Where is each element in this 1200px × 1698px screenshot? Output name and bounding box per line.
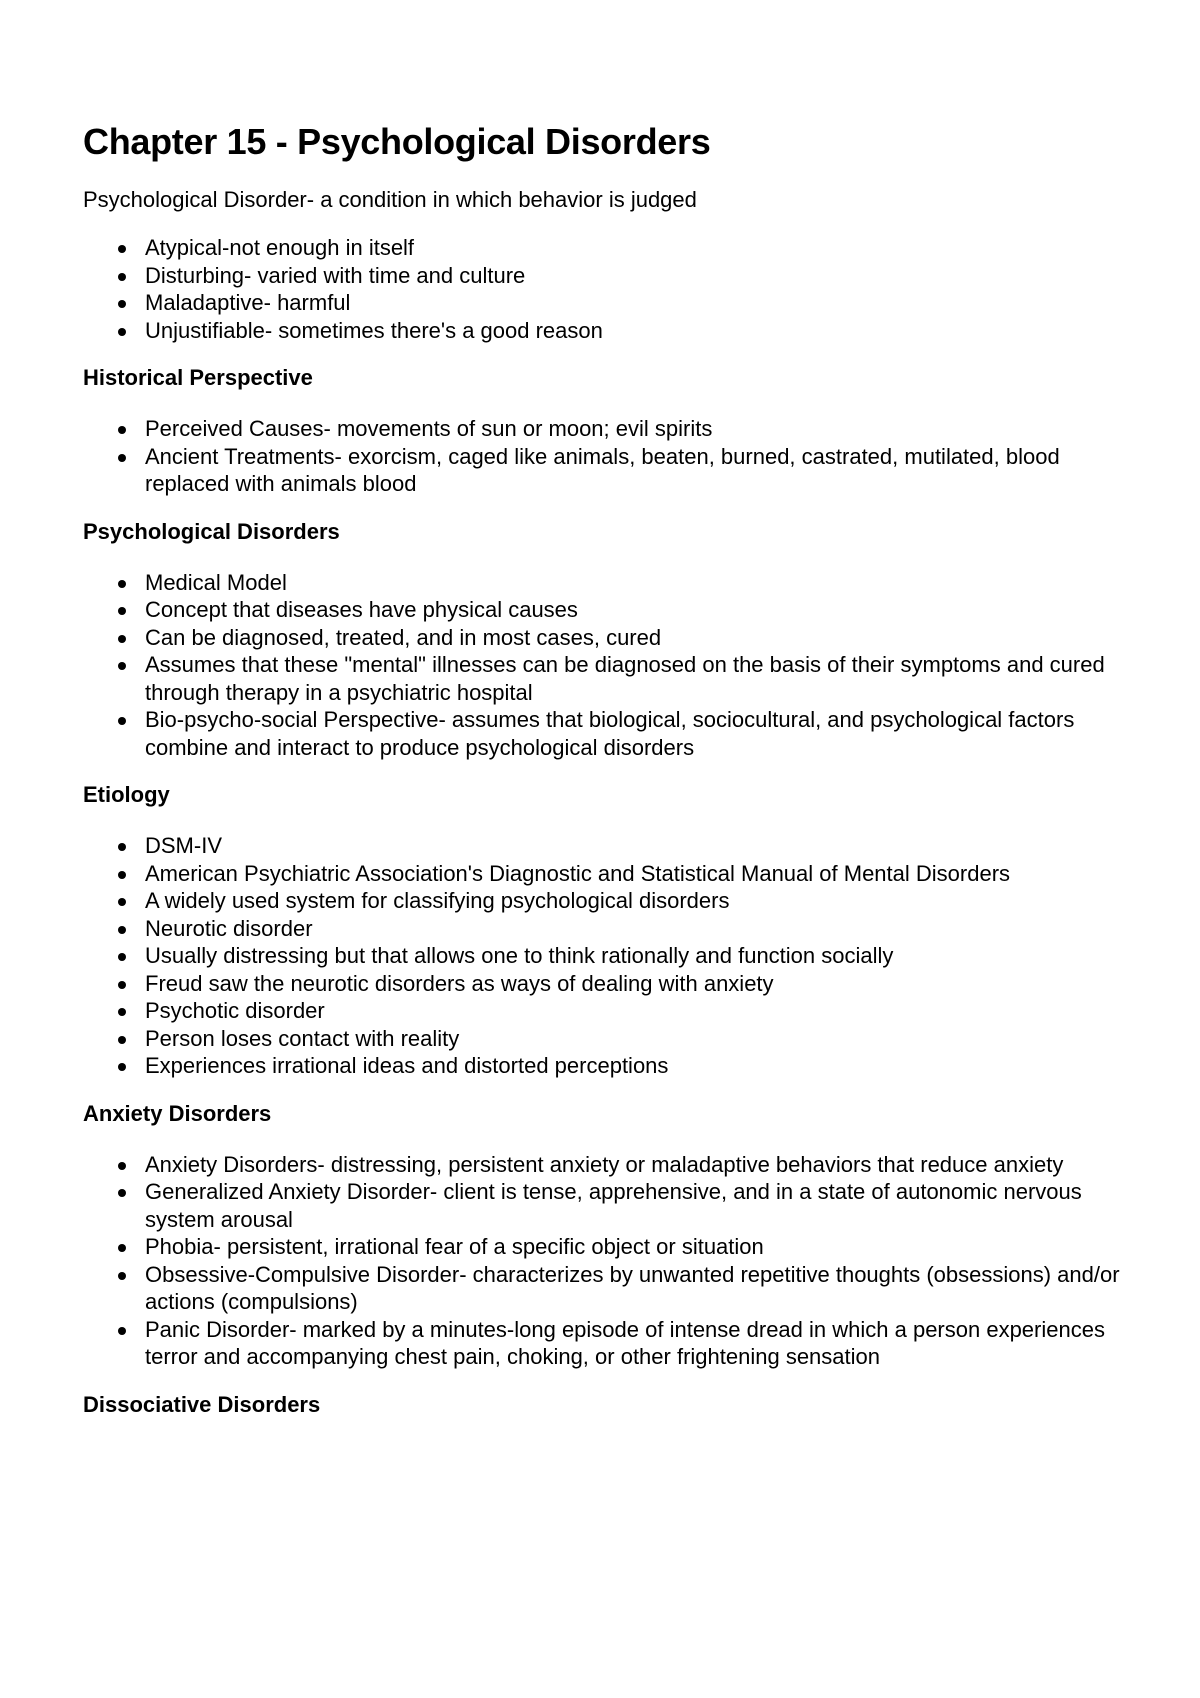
- list-item-text: Ancient Treatments- exorcism, caged like animals, beaten, burned, castrated, mutilated, blood replaced with animals blood: [145, 443, 1060, 496]
- list-item: [83, 860, 1123, 888]
- list-item: [83, 1233, 1123, 1261]
- list-item: [83, 262, 1123, 290]
- bullet-icon: [118, 607, 126, 615]
- list-item-text: Disturbing- varied with time and culture: [145, 262, 526, 288]
- bullet-icon: [118, 1327, 126, 1335]
- intro-text: Psychological Disorder- a condition in which behavior is judged: [83, 187, 697, 212]
- document-page: [83, 118, 1123, 1442]
- list-item: [83, 443, 1123, 498]
- bullet-icon: [118, 662, 126, 670]
- list-item: [83, 832, 1123, 860]
- list-item-text: Unjustifiable- sometimes there's a good reason: [145, 317, 603, 343]
- bullet-icon: [118, 1244, 126, 1252]
- list-item: [83, 651, 1123, 706]
- bullet-icon: [118, 328, 126, 336]
- list-item-text: Atypical-not enough in itself: [145, 235, 415, 260]
- bullet-icon: [118, 871, 126, 879]
- bullet-icon: [118, 1036, 126, 1044]
- list-item-text: Maladaptive- harmful: [145, 290, 351, 315]
- bullet-icon: [118, 1189, 126, 1197]
- list-item: [83, 1261, 1123, 1316]
- bullet-icon: [118, 981, 126, 989]
- bullet-icon: [118, 843, 126, 851]
- list-item-text: American Psychiatric Association's Diagnostic and Statistical Manual of Mental Disorders: [145, 860, 1011, 886]
- list-item-text: Concept that diseases have physical causes: [145, 597, 578, 622]
- section-heading: Psychological Disorders: [83, 518, 340, 544]
- list-item-text: Usually distressing but that allows one to think rationally and function socially: [145, 943, 894, 968]
- list-item: [83, 415, 1123, 443]
- bullet-icon: [118, 426, 126, 434]
- list-item: [83, 624, 1123, 652]
- bullet-icon: [118, 300, 126, 308]
- list-item-text: Psychotic disorder: [145, 998, 325, 1023]
- section-heading: Historical Perspective: [83, 365, 313, 390]
- bullet-icon: [118, 454, 126, 462]
- bullet-icon: [118, 580, 126, 588]
- list-item: [83, 289, 1123, 317]
- bullet-icon: [118, 953, 126, 961]
- page-title: Chapter 15 - Psychological Disorders: [83, 121, 711, 162]
- list-item: [83, 596, 1123, 624]
- list-item: [83, 1052, 1123, 1080]
- list-item: [83, 706, 1123, 761]
- list-item-text: Anxiety Disorders- distressing, persistent anxiety or maladaptive behaviors that reduce anxiety: [145, 1151, 1064, 1177]
- section-list: [83, 832, 1123, 1080]
- list-item-text: Can be diagnosed, treated, and in most cases, cured: [145, 624, 662, 650]
- list-item: [83, 1316, 1123, 1371]
- intro-list: [83, 234, 1123, 344]
- list-item-text: Panic Disorder- marked by a minutes-long episode of intense dread in which a person experiences terror and accompanying chest pain, choking, or other frightening sensation: [145, 1316, 1105, 1369]
- list-item: [83, 887, 1123, 915]
- list-item: [83, 1025, 1123, 1053]
- list-item-text: A widely used system for classifying psychological disorders: [145, 888, 730, 913]
- list-item-text: DSM-IV: [145, 833, 222, 858]
- bullet-icon: [118, 1272, 126, 1280]
- list-item-text: Freud saw the neurotic disorders as ways of dealing with anxiety: [145, 970, 774, 996]
- bullet-icon: [118, 1063, 126, 1071]
- bullet-icon: [118, 717, 126, 725]
- list-item: [83, 915, 1123, 943]
- section-list: [83, 569, 1123, 762]
- list-item-text: Person loses contact with reality: [145, 1025, 460, 1051]
- list-item-text: Experiences irrational ideas and distorted perceptions: [145, 1053, 669, 1078]
- section-list: [83, 415, 1123, 498]
- bullet-icon: [118, 1008, 126, 1016]
- sections-container: [83, 364, 1123, 1419]
- list-item-text: Obsessive-Compulsive Disorder- characterizes by unwanted repetitive thoughts (obsessions) and/or actions (compulsions): [145, 1261, 1120, 1314]
- list-item: [83, 317, 1123, 345]
- list-item: [83, 970, 1123, 998]
- bullet-icon: [118, 898, 126, 906]
- list-item-text: Neurotic disorder: [145, 915, 313, 941]
- section-heading: Dissociative Disorders: [83, 1391, 321, 1417]
- list-item: [83, 997, 1123, 1025]
- bullet-icon: [118, 245, 126, 253]
- list-item: [83, 942, 1123, 970]
- bullet-icon: [118, 635, 126, 643]
- section-heading: Etiology: [83, 782, 170, 807]
- list-item-text: Assumes that these "mental" illnesses can be diagnosed on the basis of their symptoms and cured through therapy in a psychiatric hospital: [145, 652, 1105, 705]
- list-item-text: Perceived Causes- movements of sun or moon; evil spirits: [145, 416, 713, 441]
- section-heading: Anxiety Disorders: [83, 1100, 272, 1126]
- bullet-icon: [118, 1162, 126, 1170]
- list-item: [83, 1151, 1123, 1179]
- list-item-text: Bio-psycho-social Perspective- assumes that biological, sociocultural, and psychological factors combine and interact to produce psychological disorders: [145, 707, 1075, 760]
- list-item-text: Phobia- persistent, irrational fear of a specific object or situation: [145, 1234, 764, 1259]
- list-item: [83, 569, 1123, 597]
- list-item: [83, 1178, 1123, 1233]
- bullet-icon: [118, 926, 126, 934]
- list-item-text: Medical Model: [145, 569, 287, 595]
- section-list: [83, 1151, 1123, 1371]
- bullet-icon: [118, 273, 126, 281]
- list-item-text: Generalized Anxiety Disorder- client is tense, apprehensive, and in a state of autonomic nervous system arousal: [145, 1179, 1082, 1232]
- list-item: [83, 234, 1123, 262]
